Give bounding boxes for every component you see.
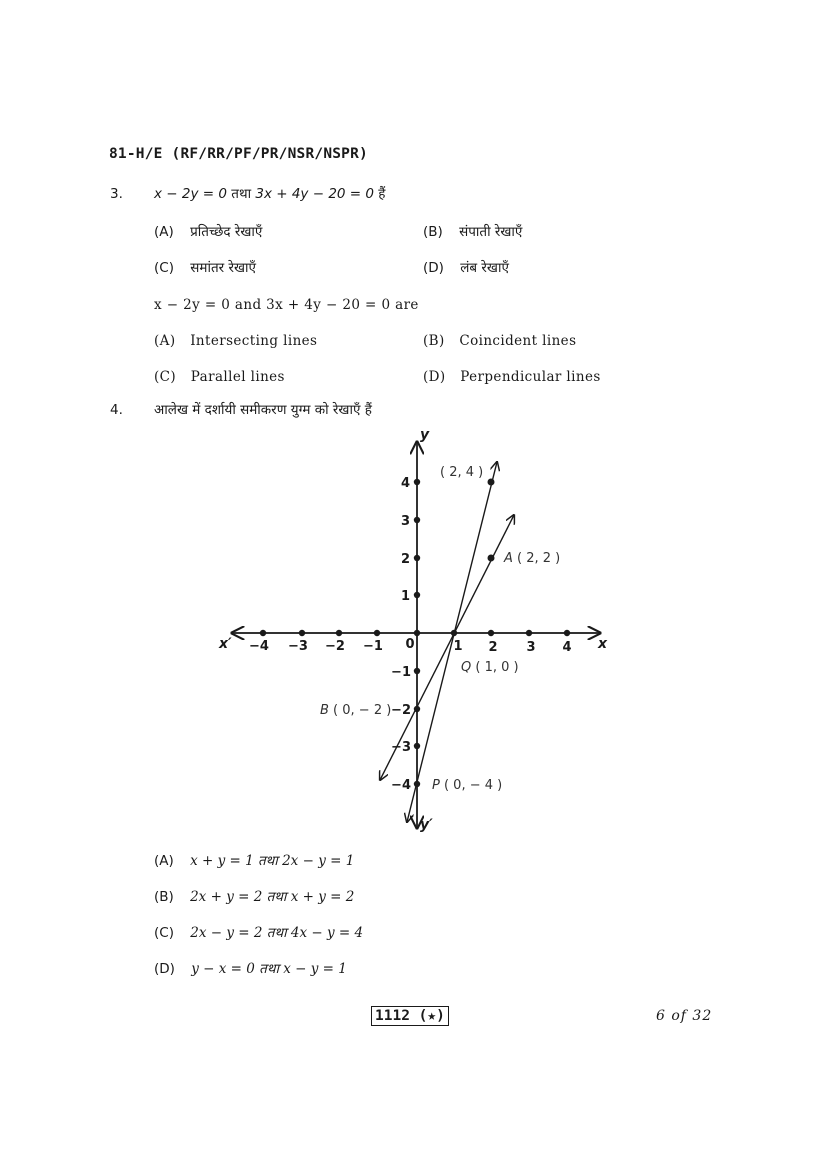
- question-3-stem-english: x − 2y = 0 and 3x + 4y − 20 = 0 are: [154, 297, 419, 313]
- option-text: समांतर रेखाएँ: [190, 260, 256, 276]
- svg-text:−4: −4: [249, 639, 269, 654]
- footer-code-box: 1112 (★): [371, 1006, 449, 1026]
- option-label: (B): [423, 333, 445, 349]
- option-label: (A): [154, 224, 174, 240]
- q4-option-a[interactable]: [154, 851, 354, 869]
- svg-text:4: 4: [400, 476, 410, 491]
- label-p: P ( 0, − 4 ): [432, 778, 503, 793]
- svg-text:1: 1: [400, 589, 410, 604]
- option-label: (D): [423, 369, 446, 385]
- option-label: (C): [154, 260, 174, 276]
- option-text: Coincident lines: [459, 333, 577, 349]
- option-label: (B): [154, 889, 174, 905]
- x-neg-axis-label: x′: [219, 636, 232, 652]
- label-2-4: ( 2, 4 ): [440, 465, 484, 480]
- option-text: प्रतिच्छेद रेखाएँ: [190, 224, 263, 240]
- q3-join: तथा: [231, 186, 252, 202]
- option-text: y − x = 0 तथा x − y = 1: [191, 961, 347, 977]
- option-text: Parallel lines: [190, 369, 285, 385]
- x-tick-labels: [249, 637, 572, 655]
- label-b: B ( 0, − 2 ): [320, 703, 392, 718]
- question-3-number: 3.: [110, 186, 123, 202]
- page-number: 6 of 32: [656, 1008, 713, 1024]
- question-4-number: 4.: [110, 402, 123, 418]
- y-tick-labels: [391, 476, 411, 793]
- svg-text:4: 4: [562, 640, 572, 655]
- q3-end: हैं: [378, 186, 386, 202]
- question-4-stem: आलेख में दर्शायी समीकरण युग्म को रेखाएँ हैं: [154, 402, 372, 418]
- option-label: (C): [154, 369, 177, 385]
- q4-option-c[interactable]: [154, 923, 363, 941]
- q3-eq1: x − 2y = 0: [154, 186, 227, 202]
- line-p-q-24: [407, 462, 497, 822]
- option-label: (D): [154, 961, 175, 977]
- option-text: 2x − y = 2 तथा 4x − y = 4: [190, 925, 364, 941]
- svg-text:−3: −3: [391, 740, 411, 755]
- y-axis-label: y: [420, 427, 430, 443]
- svg-text:−2: −2: [391, 703, 411, 718]
- svg-text:3: 3: [400, 514, 410, 529]
- y-neg-axis-label: y′: [420, 817, 433, 833]
- svg-text:−3: −3: [288, 639, 308, 654]
- option-text: Intersecting lines: [190, 333, 318, 349]
- point-2-4: [488, 479, 495, 486]
- option-text: Perpendicular lines: [460, 369, 601, 385]
- svg-text:−1: −1: [391, 665, 411, 680]
- q4-option-b[interactable]: [154, 887, 354, 905]
- svg-text:−2: −2: [325, 639, 345, 654]
- option-text: x + y = 1 तथा 2x − y = 1: [190, 853, 355, 869]
- svg-text:2: 2: [400, 552, 410, 567]
- q3-eq2: 3x + 4y − 20 = 0: [255, 186, 374, 202]
- label-q: Q ( 1, 0 ): [461, 660, 519, 675]
- option-text: 2x + y = 2 तथा x + y = 2: [190, 889, 355, 905]
- svg-text:2: 2: [488, 640, 498, 655]
- option-label: (A): [154, 853, 174, 869]
- option-text: लंब रेखाएँ: [460, 260, 509, 276]
- svg-text:1: 1: [453, 639, 463, 654]
- x-axis-label: x: [598, 636, 608, 652]
- q4-option-d[interactable]: [154, 959, 347, 977]
- svg-text:0: 0: [405, 637, 415, 652]
- option-label: (D): [423, 260, 444, 276]
- option-label: (C): [154, 925, 174, 941]
- option-text: संपाती रेखाएँ: [459, 224, 523, 240]
- svg-text:−1: −1: [363, 639, 383, 654]
- svg-text:−4: −4: [391, 778, 411, 793]
- paper-code-header: 81-H/E (RF/RR/PF/PR/NSR/NSPR): [109, 146, 368, 162]
- point-a: [488, 555, 495, 562]
- option-label: (A): [154, 333, 176, 349]
- option-label: (B): [423, 224, 443, 240]
- svg-text:3: 3: [526, 640, 536, 655]
- label-a: A ( 2, 2 ): [504, 551, 561, 566]
